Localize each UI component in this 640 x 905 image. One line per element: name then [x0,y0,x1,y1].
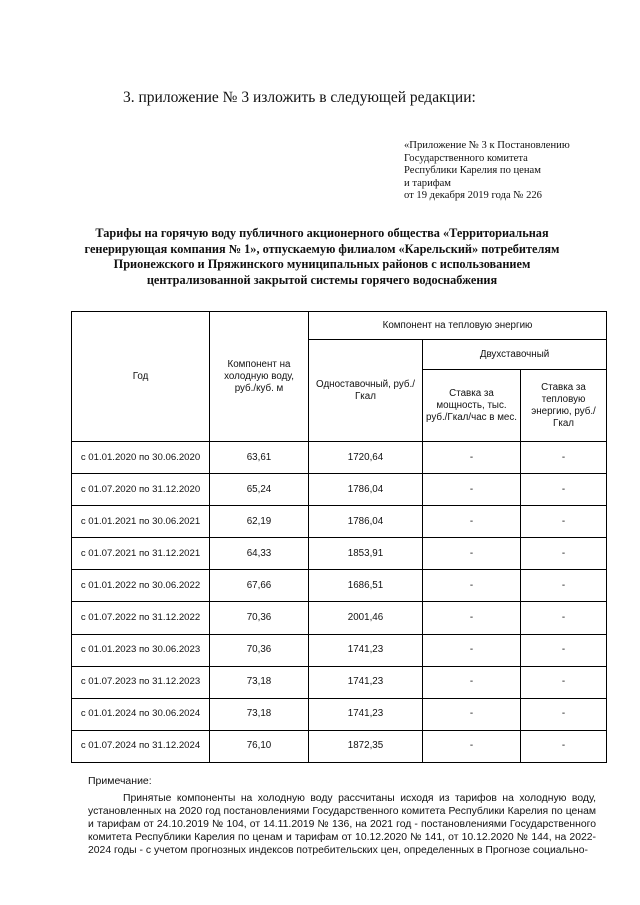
cell-power-rate: - [423,442,521,474]
cell-single-rate: 1741,23 [309,698,423,730]
table-row [72,666,607,698]
tariff-table [71,311,607,763]
cell-single-rate: 1872,35 [309,730,423,762]
header-single-rate: Одноставочный, руб./Гкал [309,340,423,442]
cell-period: с 01.01.2020 по 30.06.2020 [72,442,210,474]
cell-period: с 01.01.2021 по 30.06.2021 [72,506,210,538]
cell-cold-water: 67,66 [210,570,309,602]
table-row [72,538,607,570]
cell-power-rate: - [423,474,521,506]
amendment-heading: 3. приложение № 3 изложить в следующей редакции: [123,89,476,106]
cell-cold-water: 64,33 [210,538,309,570]
table-row [72,634,607,666]
cell-energy-rate: - [521,442,607,474]
cell-period: с 01.01.2022 по 30.06.2022 [72,570,210,602]
header-year: Год [72,312,210,442]
cell-single-rate: 1720,64 [309,442,423,474]
table-row [72,698,607,730]
appendix-line: «Приложение № 3 к Постановлению [404,140,570,151]
header-thermal-energy: Компонент на тепловую энергию [309,312,607,340]
cell-power-rate: - [423,570,521,602]
appendix-line: Государственного комитета [404,152,528,164]
appendix-reference [404,140,570,203]
cell-period: с 01.07.2024 по 31.12.2024 [72,730,210,762]
cell-power-rate: - [423,538,521,570]
cell-power-rate: - [423,602,521,634]
cell-cold-water: 63,61 [210,442,309,474]
cell-single-rate: 1786,04 [309,474,423,506]
cell-energy-rate: - [521,666,607,698]
cell-energy-rate: - [521,634,607,666]
cell-period: с 01.07.2020 по 31.12.2020 [72,474,210,506]
cell-energy-rate: - [521,602,607,634]
table-row [72,474,607,506]
cell-energy-rate: - [521,538,607,570]
cell-single-rate: 1741,23 [309,634,423,666]
cell-power-rate: - [423,666,521,698]
cell-period: с 01.01.2024 по 30.06.2024 [72,698,210,730]
cell-period: с 01.01.2023 по 30.06.2023 [72,634,210,666]
appendix-line: от 19 декабря 2019 года № 226 [404,190,542,202]
cell-period: с 01.07.2023 по 31.12.2023 [72,666,210,698]
cell-energy-rate: - [521,730,607,762]
table-row [72,442,607,474]
cell-power-rate: - [423,634,521,666]
cell-period: с 01.07.2021 по 31.12.2021 [72,538,210,570]
cell-power-rate: - [423,730,521,762]
cell-cold-water: 70,36 [210,602,309,634]
cell-single-rate: 1853,91 [309,538,423,570]
table-row [72,730,607,762]
cell-single-rate: 1786,04 [309,506,423,538]
appendix-line: и тарифам [404,177,452,189]
table-row [72,506,607,538]
cell-single-rate: 2001,46 [309,602,423,634]
header-energy-rate: Ставка за тепловую энергию, руб./Гкал [521,370,607,442]
cell-single-rate: 1741,23 [309,666,423,698]
header-two-rate: Двухставочный [423,340,607,370]
cell-cold-water: 62,19 [210,506,309,538]
cell-energy-rate: - [521,474,607,506]
cell-power-rate: - [423,506,521,538]
cell-cold-water: 70,36 [210,634,309,666]
cell-energy-rate: - [521,506,607,538]
cell-single-rate: 1686,51 [309,570,423,602]
cell-cold-water: 65,24 [210,474,309,506]
table-row [72,602,607,634]
header-power-rate: Ставка за мощность, тыс. руб./Гкал/час в мес. [423,370,521,442]
cell-power-rate: - [423,698,521,730]
cell-energy-rate: - [521,698,607,730]
cell-cold-water: 73,18 [210,666,309,698]
cell-energy-rate: - [521,570,607,602]
appendix-line: Республики Карелия по ценам [404,165,541,177]
table-row [72,570,607,602]
note-label: Примечание: [88,775,152,787]
cell-cold-water: 76,10 [210,730,309,762]
note-text: Принятые компоненты на холодную воду рассчитаны исходя из тарифов на холодную воду, установленных на 2020 год постановлениями Государственного комитета Республики Карелия по ценам и тарифам от 24.10.2019 № 104, от 14.11.2019 № 136, на 2021 год - постановлениями Государственного комитета Республики Карелия по ценам и тарифам от 10.12.2020 № 141, от 10.12.2020 № 144, на 2022-2024 годы - с учетом прогнозных индексов потребительских цен, определенных в Прогнозе социально- [88,793,596,856]
cell-cold-water: 73,18 [210,698,309,730]
document-title: Тарифы на горячую воду публичного акционерного общества «Территориальная генерирующая компания № 1», отпускаемую филиалом «Карельский» потребителям Прионежского и Пряжинского муниципальных районов с использованием централизованной закрытой системы горячего водоснабжения [84,226,560,287]
cell-period: с 01.07.2022 по 31.12.2022 [72,602,210,634]
header-cold-water: Компонент на холодную воду, руб./куб. м [210,312,309,442]
